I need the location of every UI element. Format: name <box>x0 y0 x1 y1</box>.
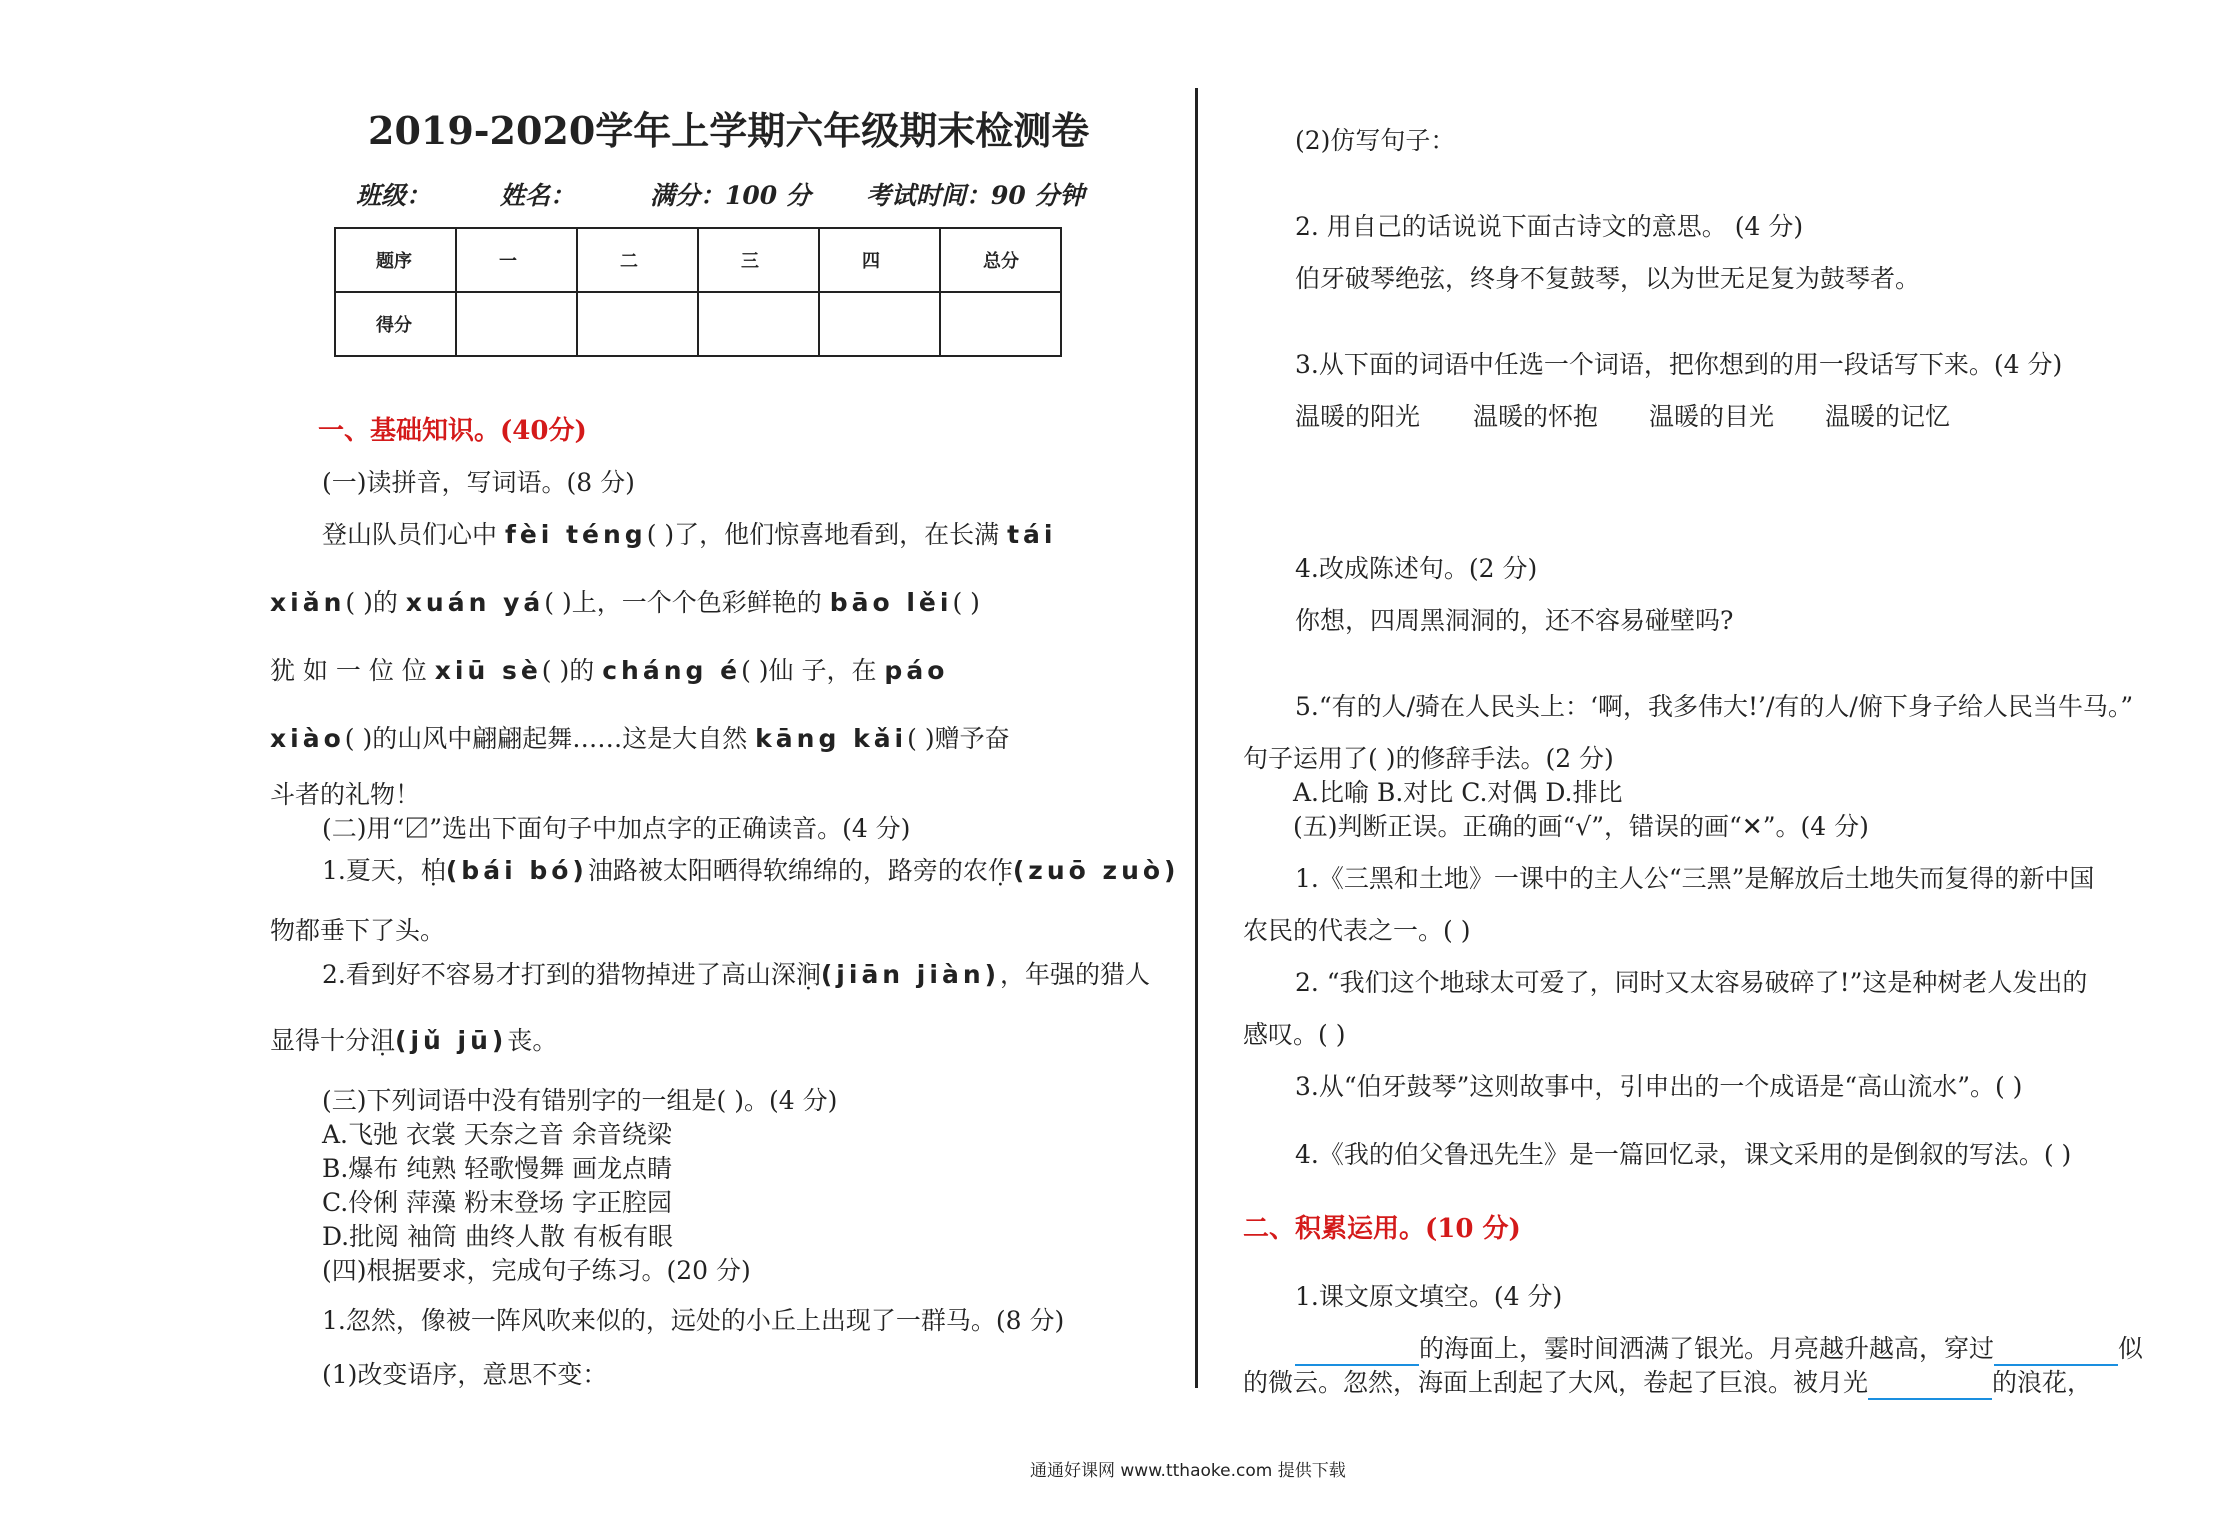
score-header-cell: 二 <box>577 228 698 292</box>
text: 油路被太阳晒得软绵绵的，路旁的农 <box>587 856 988 885</box>
option-c: C.伶俐 萍藻 粉末登场 字正腔园 <box>322 1188 673 1217</box>
option-d: D.批阅 袖筒 曲终人散 有板有眼 <box>322 1222 673 1251</box>
time-label: 考试时间：90 分钟 <box>866 181 1085 210</box>
score-cell[interactable] <box>698 292 819 356</box>
dotted-char: 作 <box>987 856 1013 885</box>
judge-2: 2. “我们这个地球太可爱了，同时又太容易破碎了!”这是种树老人发出的 <box>1295 968 2088 997</box>
pinyin-choice[interactable]: (jiān jiàn) <box>820 960 1001 989</box>
score-cell[interactable] <box>940 292 1061 356</box>
text: 犹 如 一 位 位 <box>270 656 427 685</box>
dotted-char: 沮 <box>370 1026 396 1055</box>
part-2-title: (二)用“〼”选出下面句子中加点字的正确读音。(4 分) <box>322 814 911 843</box>
q4-text: 你想，四周黑洞洞的，还不容易碰壁吗? <box>1295 606 1734 635</box>
fill-blank[interactable] <box>1295 1338 1419 1366</box>
section-1-heading: 一、基础知识。(40分) <box>318 416 587 446</box>
text: 的浪花， <box>1992 1368 2093 1397</box>
section-2-heading: 二、积累运用。(10 分) <box>1243 1214 1521 1244</box>
text: 显得十分 <box>270 1026 371 1055</box>
part-2-q1 <box>322 854 1179 888</box>
q5-options: A.比喻 B.对比 C.对偶 D.排比 <box>1293 778 1623 807</box>
pinyin: xuán yá <box>405 588 545 617</box>
text: ( ) <box>952 588 980 617</box>
text: ( )上，一个个色彩鲜艳的 <box>544 588 822 617</box>
q5-b: 句子运用了( )的修辞手法。(2 分) <box>1243 744 1614 773</box>
text: ( )了，他们惊喜地看到，在长满 <box>646 520 1000 549</box>
q3-word-2: 温暖的怀抱 <box>1473 402 1599 431</box>
judge-3: 3.从“伯牙鼓琴”这则故事中，引申出的一个成语是“高山流水”。( ) <box>1295 1072 2023 1101</box>
s2-q1: 1.课文原文填空。(4 分) <box>1295 1282 1563 1311</box>
score-cell[interactable] <box>577 292 698 356</box>
judge-2-cont: 感叹。( ) <box>1243 1020 1346 1049</box>
text: ( )的 <box>541 656 595 685</box>
dotted-char: 柏 <box>420 856 446 885</box>
pinyin-line-2 <box>270 586 980 620</box>
fill-line-1 <box>1295 1332 2143 1366</box>
part-1-title: (一)读拼音，写词语。(8 分) <box>322 468 635 497</box>
part-3-title: (三)下列词语中没有错别字的一组是( )。(4 分) <box>322 1086 838 1115</box>
score-cell[interactable] <box>819 292 940 356</box>
judge-1: 1.《三黑和土地》一课中的主人公“三黑”是解放后土地失而复得的新中国 <box>1295 864 2095 893</box>
pinyin-choice[interactable]: (zuō zuò) <box>1012 856 1180 885</box>
score-cell[interactable] <box>456 292 577 356</box>
score-header-cell: 总分 <box>940 228 1061 292</box>
pinyin: cháng é <box>602 656 742 685</box>
part-4-title: (四)根据要求，完成句子练习。(20 分) <box>322 1256 751 1285</box>
fill-blank[interactable] <box>1868 1372 1992 1400</box>
text: 1.夏天， <box>322 856 421 885</box>
pinyin: xiǎn <box>270 588 346 617</box>
judge-4: 4.《我的伯父鲁迅先生》是一篇回忆录，课文采用的是倒叙的写法。( ) <box>1295 1140 2072 1169</box>
column-divider <box>1195 88 1198 1388</box>
pinyin: tái <box>1007 520 1057 549</box>
score-table-score-row <box>335 292 1061 356</box>
q3-word-3: 温暖的目光 <box>1649 402 1775 431</box>
text: ( )赠予奋 <box>907 724 1010 753</box>
score-header-cell: 一 <box>456 228 577 292</box>
judge-1-cont: 农民的代表之一。( ) <box>1243 916 1471 945</box>
q2: 2. 用自己的话说说下面古诗文的意思。 (4 分) <box>1295 212 1804 241</box>
part-4-q1-1: (1)改变语序，意思不变： <box>322 1360 608 1389</box>
part-2-q2-cont <box>270 1024 557 1058</box>
q3: 3.从下面的词语中任选一个词语，把你想到的用一段话写下来。(4 分) <box>1295 350 2063 379</box>
pinyin-choice[interactable]: (bái bó) <box>445 856 588 885</box>
q3-word-4: 温暖的记忆 <box>1825 402 1951 431</box>
text: 似 <box>2118 1334 2144 1363</box>
fill-blank[interactable] <box>1994 1338 2118 1366</box>
name-label: 姓名： <box>500 181 576 210</box>
text: 2.看到好不容易才打到的猎物掉进了高山深 <box>322 960 796 989</box>
q2-text: 伯牙破琴绝弦，终身不复鼓琴，以为世无足复为鼓琴者。 <box>1295 264 1921 293</box>
option-a: A.飞弛 衣裳 天奈之音 余音绕梁 <box>322 1120 672 1149</box>
text: ( )仙 子，在 <box>741 656 877 685</box>
pinyin-choice[interactable]: (jǔ jū) <box>395 1026 508 1055</box>
pinyin-line-4 <box>270 722 1010 756</box>
q5: 5.“有的人/骑在人民头上：‘啊，我多伟大!’/有的人/俯下身子给人民当牛马。” <box>1295 692 2134 721</box>
text: 丧。 <box>507 1026 558 1055</box>
text: ( )的 <box>345 588 398 617</box>
score-table-header-row <box>335 228 1061 292</box>
footer-credit: 通通好课网 www.tthaoke.com 提供下载 <box>1030 1461 1346 1481</box>
pinyin-line-1 <box>322 518 1057 552</box>
text: ，年强的猎人 <box>1000 960 1151 989</box>
score-table <box>334 227 1062 357</box>
pinyin: bāo lěi <box>829 588 953 617</box>
q1-2: (2)仿写句子： <box>1295 126 1456 155</box>
part-4-q1: 1.忽然，像被一阵风吹来似的，远处的小丘上出现了一群马。(8 分) <box>322 1306 1065 1335</box>
score-header-cell: 题序 <box>335 228 456 292</box>
q3-word-1: 温暖的阳光 <box>1295 402 1421 431</box>
q4: 4.改成陈述句。(2 分) <box>1295 554 1538 583</box>
part-2-q2 <box>322 958 1150 992</box>
score-label: 满分：100 分 <box>650 181 811 210</box>
pinyin: kāng kǎi <box>755 724 908 753</box>
score-header-cell: 三 <box>698 228 819 292</box>
pinyin: páo <box>884 656 949 685</box>
text: ( )的山风中翩翩起舞……这是大自然 <box>344 724 748 753</box>
score-header-cell: 四 <box>819 228 940 292</box>
pinyin-line-5: 斗者的礼物！ <box>270 780 421 809</box>
part-2-q1-cont: 物都垂下了头。 <box>270 916 446 945</box>
pinyin: xiào <box>270 724 345 753</box>
text: 的微云。忽然，海面上刮起了大风，卷起了巨浪。被月光 <box>1243 1368 1869 1397</box>
fill-line-2 <box>1243 1366 2092 1400</box>
part-5-title: (五)判断正误。正确的画“√”，错误的画“✕”。(4 分) <box>1293 812 1869 841</box>
exam-title: 2019-2020学年上学期六年级期末检测卷 <box>368 108 1090 153</box>
pinyin-line-3 <box>270 654 948 688</box>
pinyin: fèi téng <box>504 520 647 549</box>
dotted-char: 涧 <box>795 960 821 989</box>
text: 的海面上，霎时间洒满了银光。月亮越升越高，穿过 <box>1419 1334 1995 1363</box>
option-b: B.爆布 纯熟 轻歌慢舞 画龙点睛 <box>322 1154 673 1183</box>
text: 登山队员们心中 <box>322 520 498 549</box>
class-label: 班级： <box>356 181 432 210</box>
score-row-label: 得分 <box>335 292 456 356</box>
pinyin: xiū sè <box>434 656 542 685</box>
